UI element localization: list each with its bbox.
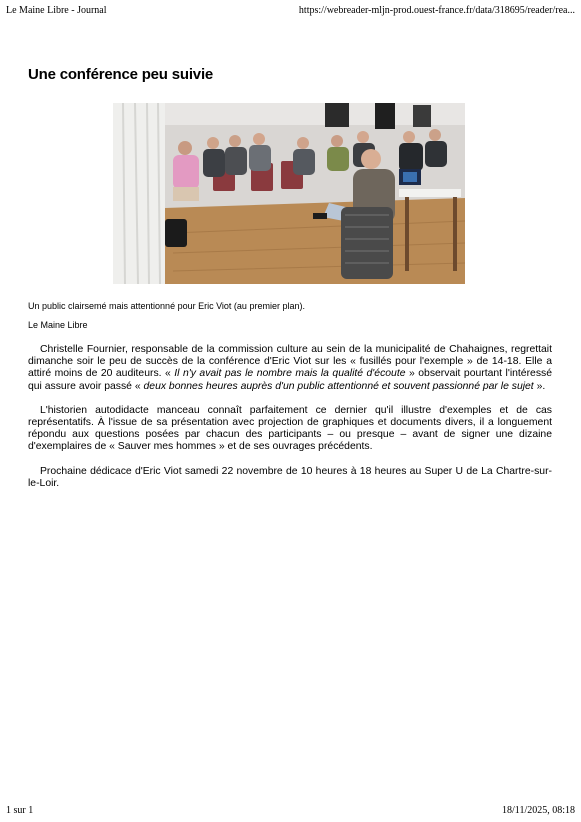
paragraph-text: » observait pourtant l'intéressé qui assure avoir passé « (28, 368, 552, 392)
page-header-title: Le Maine Libre - Journal (6, 5, 107, 16)
quote-mark: ». (533, 380, 546, 392)
article-title: Une conférence peu suivie (28, 66, 214, 83)
print-footer (6, 805, 575, 816)
quote-text: deux bonnes heures auprès d'un public attentionné et souvent passionné par le sujet (143, 380, 534, 392)
quote-mark: « (161, 368, 175, 380)
print-header (6, 5, 575, 16)
article-body (28, 344, 552, 490)
print-datetime: 18/11/2025, 08:18 (502, 805, 575, 816)
article-paragraph: L'historien autodidacte manceau connaît parfaitement ce dernier qu'il illustre d'exemples et de cas représentatifs. À l'issue de sa présentation avec projection de graphiques et documents divers, il a longuement répondu aux questions posées par chacun des participants – ou presque – avant de signer une dizaine d'exemplaires de « Sauver mes hommes » et de ses ouvrages précédents. (28, 404, 552, 453)
paragraph-text: Christelle Fournier, responsable de la commission culture au sein de la municipalité de Chahaignes, regrettait dimanche soir le peu de succès de la conférence d'Eric Viot sur les « fusillés pour l'exemple » de 14-18. Elle a attiré moins de 20 auditeurs. (28, 344, 552, 380)
article-paragraph: Prochaine dédicace d'Eric Viot samedi 22 novembre de 10 heures à 18 heures au Super U de La Chartre-sur-le-Loir. (28, 465, 552, 489)
article-paragraph (28, 344, 552, 393)
article-photo (113, 103, 465, 284)
page-header-url: https://webreader-mljn-prod.ouest-france.fr/data/318695/reader/rea... (298, 5, 575, 16)
page-number: 1 sur 1 (6, 805, 34, 816)
quote-text: Il n'y avait pas le nombre mais la qualité d'écoute (174, 368, 406, 380)
photo-caption: Un public clairsemé mais attentionné pour Eric Viot (au premier plan). (28, 301, 305, 311)
article-source: Le Maine Libre (28, 320, 88, 330)
article (28, 66, 552, 502)
